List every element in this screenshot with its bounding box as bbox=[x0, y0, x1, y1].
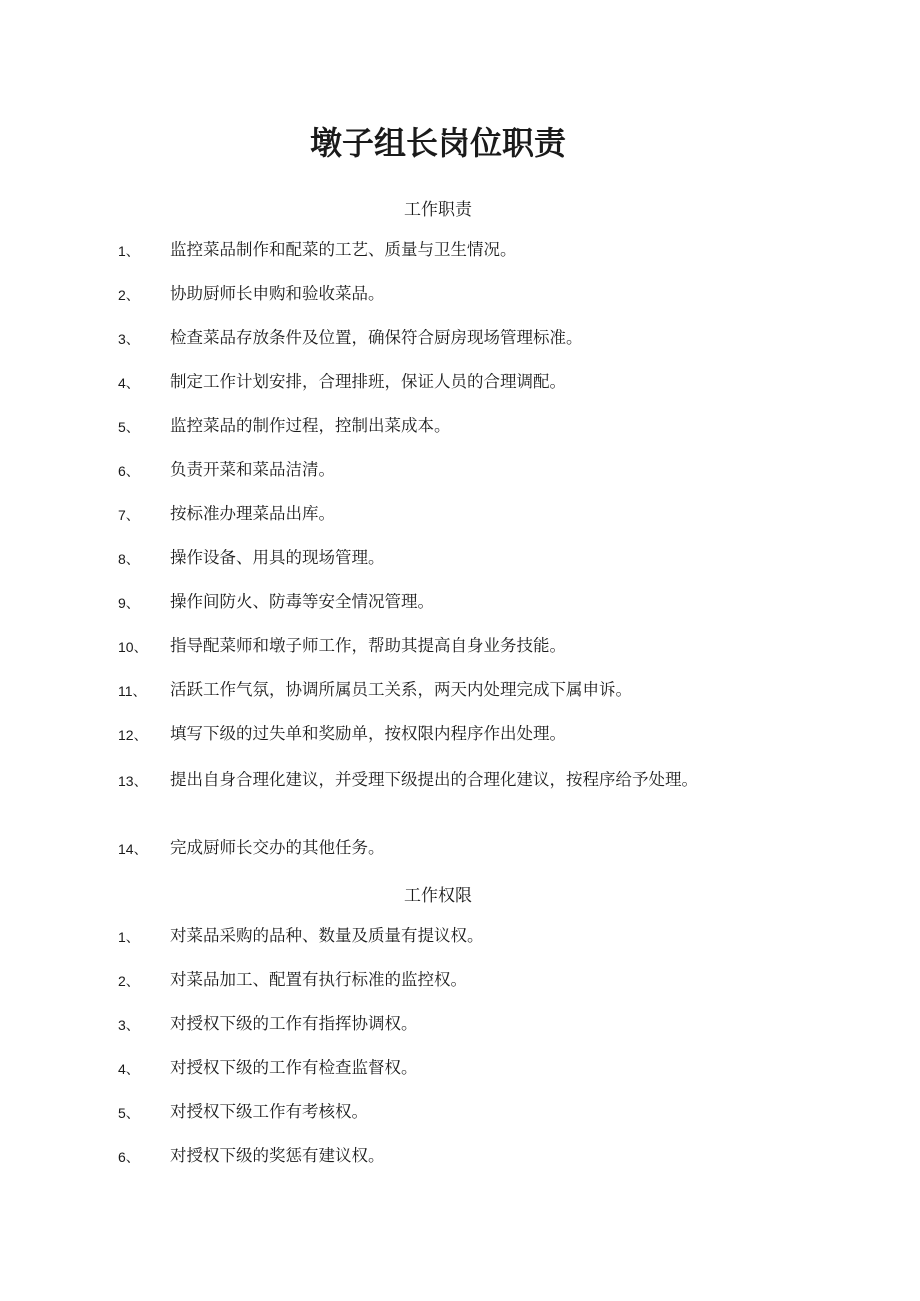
duty-item bbox=[118, 679, 758, 701]
duty-item bbox=[118, 723, 758, 745]
item-number: 11、 bbox=[118, 683, 147, 699]
item-text: 提出自身合理化建议，并受理下级提出的合理化建议，按程序给予处理。 bbox=[170, 770, 698, 789]
duty-item bbox=[118, 769, 730, 791]
item-number: 5、 bbox=[118, 1105, 140, 1121]
duty-item bbox=[118, 547, 758, 569]
item-text: 指导配菜师和墩子师工作，帮助其提高自身业务技能。 bbox=[170, 636, 566, 655]
item-text: 填写下级的过失单和奖励单，按权限内程序作出处理。 bbox=[170, 724, 566, 743]
item-number: 8、 bbox=[118, 551, 140, 567]
item-text: 按标准办理菜品出库。 bbox=[170, 504, 335, 523]
item-text: 对授权下级工作有考核权。 bbox=[170, 1102, 368, 1121]
item-text: 监控菜品制作和配菜的工艺、质量与卫生情况。 bbox=[170, 240, 517, 259]
item-text: 检查菜品存放条件及位置，确保符合厨房现场管理标准。 bbox=[170, 328, 583, 347]
item-text: 负责开菜和菜品洁清。 bbox=[170, 460, 335, 479]
duty-item bbox=[118, 283, 758, 305]
item-text: 操作间防火、防毒等安全情况管理。 bbox=[170, 592, 434, 611]
item-number: 4、 bbox=[118, 375, 140, 391]
item-number: 3、 bbox=[118, 1017, 140, 1033]
item-number: 6、 bbox=[118, 1149, 140, 1165]
duty-item bbox=[118, 459, 758, 481]
item-number: 5、 bbox=[118, 419, 140, 435]
duty-item bbox=[118, 591, 758, 613]
item-number: 1、 bbox=[118, 243, 140, 259]
duty-item bbox=[118, 327, 758, 349]
item-number: 6、 bbox=[118, 463, 140, 479]
duty-item bbox=[118, 503, 758, 525]
item-text: 制定工作计划安排，合理排班，保证人员的合理调配。 bbox=[170, 372, 566, 391]
authority-item bbox=[118, 1101, 758, 1123]
item-text: 对授权下级的工作有指挥协调权。 bbox=[170, 1014, 418, 1033]
item-text: 对菜品加工、配置有执行标准的监控权。 bbox=[170, 970, 467, 989]
item-text: 监控菜品的制作过程，控制出菜成本。 bbox=[170, 416, 451, 435]
item-number: 10、 bbox=[118, 639, 148, 655]
duty-item bbox=[118, 415, 758, 437]
item-number: 2、 bbox=[118, 973, 140, 989]
duty-item bbox=[118, 837, 758, 859]
section-heading-duties: 工作职责 bbox=[404, 200, 472, 220]
item-number: 4、 bbox=[118, 1061, 140, 1077]
item-number: 14、 bbox=[118, 841, 148, 857]
item-text: 对菜品采购的品种、数量及质量有提议权。 bbox=[170, 926, 484, 945]
item-text: 完成厨师长交办的其他任务。 bbox=[170, 838, 385, 857]
item-text: 活跃工作气氛，协调所属员工关系，两天内处理完成下属申诉。 bbox=[170, 680, 632, 699]
item-text: 协助厨师长申购和验收菜品。 bbox=[170, 284, 385, 303]
item-text: 对授权下级的工作有检查监督权。 bbox=[170, 1058, 418, 1077]
authority-item bbox=[118, 1145, 758, 1167]
item-number: 2、 bbox=[118, 287, 140, 303]
item-number: 13、 bbox=[118, 773, 148, 789]
authority-item bbox=[118, 1013, 758, 1035]
item-number: 1、 bbox=[118, 929, 140, 945]
item-number: 7、 bbox=[118, 507, 140, 523]
item-text: 对授权下级的奖惩有建议权。 bbox=[170, 1146, 385, 1165]
authority-item bbox=[118, 925, 758, 947]
duty-item bbox=[118, 239, 758, 261]
authority-item bbox=[118, 969, 758, 991]
duty-item bbox=[118, 371, 758, 393]
item-number: 9、 bbox=[118, 595, 140, 611]
section-heading-authority: 工作权限 bbox=[404, 886, 472, 906]
authority-item bbox=[118, 1057, 758, 1079]
item-number: 12、 bbox=[118, 727, 148, 743]
item-text: 操作设备、用具的现场管理。 bbox=[170, 548, 385, 567]
document-title: 墩子组长岗位职责 bbox=[309, 124, 566, 162]
item-number: 3、 bbox=[118, 331, 140, 347]
duty-item bbox=[118, 635, 758, 657]
